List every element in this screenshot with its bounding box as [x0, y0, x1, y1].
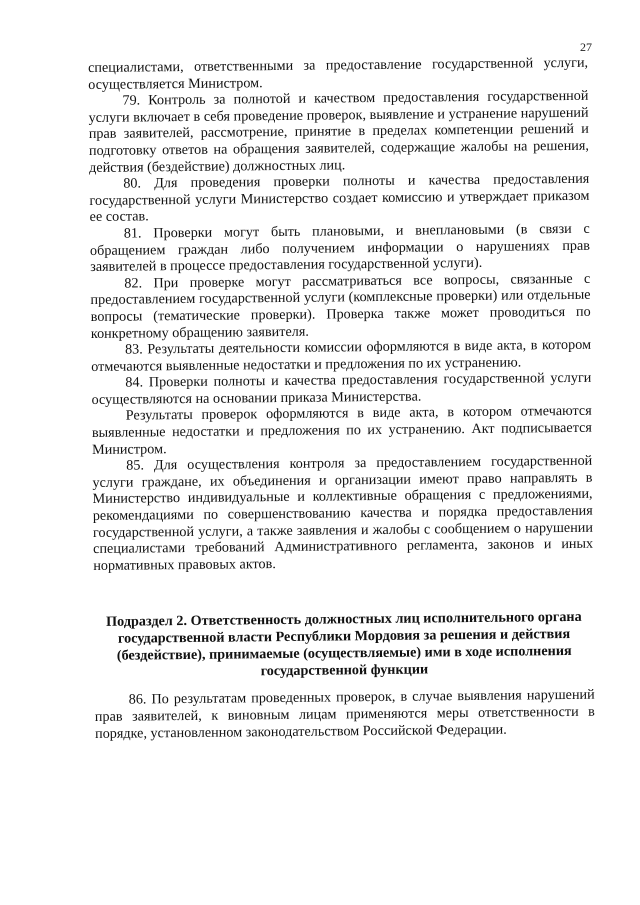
paragraph-81: 81. Проверки могут быть плановыми, и внеплановыми (в связи с обращением граждан либо получением информации о нарушениях прав заявителей в процессе предоставления государственной услуги). — [89, 220, 591, 276]
paragraph-80: 80. Для проведения проверки полноты и качества предоставления государственной услуги Министерство создает комиссию и утверждает приказом ее состав. — [89, 170, 590, 226]
section-heading: Подраздел 2. Ответственность должностных лиц исполнительного органа государственной власти Республики Мордовия за решения и действия (бездействие), принимаемые (осуществляемые) ими в ходе исполнения государственной функции — [106, 609, 582, 680]
paragraph-83: 83. Результаты деятельности комиссии оформляются в виде акта, в котором отмечаются выявленные недостатки и предложения по их устранению. — [91, 336, 592, 375]
paragraph-82: 82. При проверке могут рассматриваться все вопросы, связанные с предоставлением государственной услуги (комплексные проверки) или отдельные вопросы (тематические проверки). Проверка также может проводиться по конкретному обращению заявителя. — [90, 270, 591, 342]
paragraph-84-results: Результаты проверок оформляются в виде акта, в котором отмечаются выявленные недостатки и предложения по их устранению. Акт подписывается Министром. — [91, 403, 592, 458]
paragraph-continuation: специалистами, ответственными за предоставление государственной услуги, осуществляется Министром. — [88, 54, 589, 93]
paragraph-85: 85. Для осуществления контроля за предоставлением государственной услуги граждане, их объединения и организации имеют право направлять в Министерство индивидуальные и коллективные обращения с предложениями, рекомендациями по совершенствованию качества и порядка предоставления государственной услуги, а также заявления и жалобы с сообщением о нарушении специалистами требований Административного регламента, законов и иных нормативных правовых актов. — [92, 452, 594, 574]
paragraph-79: 79. Контроль за полнотой и качеством предоставления государственной услуги включает в себя проведение проверок, выявление и устранение нарушений прав заявителей, рассмотрение, принятие в пределах компетенции решений и подготовку ответов на обращения заявителей, содержащие жалобы на решения, действия (бездействие) должностных лиц. — [88, 87, 590, 176]
paragraph-84: 84. Проверки полноты и качества предоставления государственной услуги осуществляются на основании приказа Министерства. — [91, 370, 592, 408]
page-number: 27 — [580, 40, 592, 54]
document-body — [88, 55, 595, 742]
paragraph-86: 86. По результатам проведенных проверок, в случае выявления нарушений прав заявителей, к виновным лицам применяются меры ответственности в порядке, установленном законодательством Российской Федерации. — [94, 687, 595, 742]
